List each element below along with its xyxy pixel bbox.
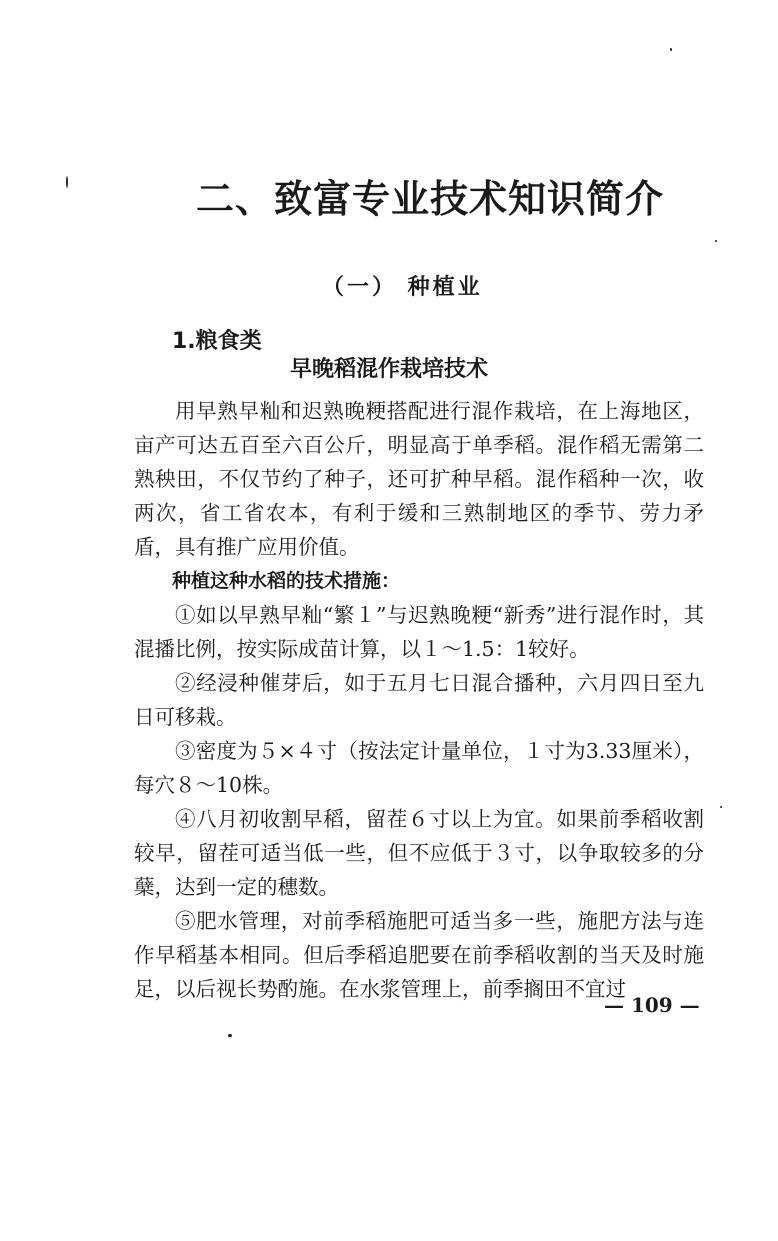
paragraph-measure-5: ⑤肥水管理，对前季稻施肥可适当多一些，施肥方法与连作早稻基本相同。但后季稻追肥要在前季稻收割的当天及时施足，以后视长势酌施。在水浆管理上，前季搁田不宜过	[134, 909, 704, 1001]
scan-speck	[66, 176, 68, 188]
paragraph-measure-3: ③密度为５×４寸（按法定计量单位，１寸为3.33厘米），每穴８～10株。	[134, 739, 704, 797]
scan-speck	[715, 240, 717, 242]
paragraph-measure-1: ①如以早熟早籼“繁１”与迟熟晚粳“新秀”进行混作时，其混播比例，按实际成苗计算，以１～1.5：1较好。	[134, 603, 704, 661]
paragraph-measure-4: ④八月初收割早稻，留茬６寸以上为宜。如果前季稻收割较早，留茬可适当低一些，但不应低于３寸，以争取较多的分蘖，达到一定的穗数。	[134, 807, 704, 899]
page-number: — 109 —	[604, 993, 700, 1017]
scan-speck	[670, 48, 672, 51]
paragraph-intro: 用早熟早籼和迟熟晚粳搭配进行混作栽培，在上海地区，亩产可达五百至六百公斤，明显高于单季稻。混作稻无需第二熟秧田，不仅节约了种子，还可扩种早稻。混作稻种一次，收两次，省工省农本，有利于缓和三熟制地区的季节、劳力矛盾，具有推广应用价值。	[134, 399, 704, 559]
scan-speck	[720, 806, 722, 808]
article-body	[134, 394, 704, 1006]
paragraph-measure-2: ②经浸种催芽后，如于五月七日混合播种，六月四日至九日可移栽。	[134, 671, 704, 729]
article-title: 早晚稻混作栽培技术	[290, 357, 489, 382]
section-title: （一） 种植业	[322, 275, 483, 300]
paragraph-measures-heading: 种植这种水稻的技术措施：	[172, 570, 401, 592]
scan-speck	[228, 1034, 232, 1037]
subsection-title: 1.粮食类	[172, 329, 262, 354]
chapter-title: 二、致富专业技术知识简介	[196, 177, 665, 221]
